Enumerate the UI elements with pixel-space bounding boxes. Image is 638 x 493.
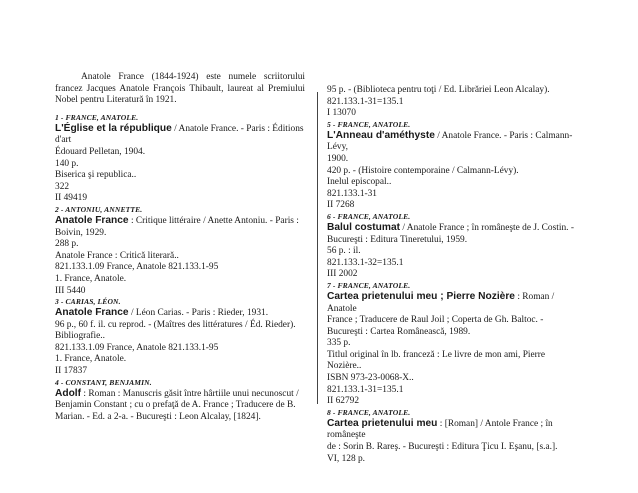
entry-title: L'Anneau d'améthyste [327, 129, 435, 141]
entry-title: Cartea prietenului meu [327, 417, 438, 429]
entry-line: Bucureşti : Editura Tineretului, 1959. [327, 234, 468, 245]
entry-title-line [55, 307, 305, 320]
entry-line: Anatole France : Critică literară.. [55, 250, 179, 261]
entry-line: VI, 128 p. [327, 453, 366, 464]
entry-title-line [55, 123, 305, 147]
catalog-entry-7 [327, 281, 581, 408]
entry-line: Titlul original în lb. franceză : Le livre de mon ami, Pierre [327, 349, 546, 360]
entry-line: 1. France, Anatole. [55, 273, 127, 284]
catalog-entry-5 [327, 120, 581, 212]
right-column [327, 85, 581, 465]
entry-line: Boivin, 1929. [55, 227, 107, 238]
entry-title-line [327, 222, 581, 235]
entry-header: 2 - ANTONIU, ANNETTE. [55, 204, 143, 214]
entry-title-line [327, 130, 581, 154]
entry-line: 56 p. : il. [327, 246, 361, 257]
entry-header: 5 - FRANCE, ANATOLE. [327, 119, 411, 129]
entry-line: 821.133.1-32=135.1 [327, 257, 404, 268]
entry-header: 7 - FRANCE, ANATOLE. [327, 280, 411, 290]
entry-line: Inelul episcopal.. [327, 177, 392, 188]
entry-title: Balul costumat [327, 221, 401, 233]
entry-line: 95 p. - (Biblioteca pentru toţi / Ed. Librăriei Leon Alcalay). [327, 85, 550, 95]
entry-line: II 49419 [55, 193, 88, 204]
entry-line: 140 p. [55, 158, 79, 169]
entry-line: 821.133.1-31 [327, 188, 377, 199]
entry-title: Anatole France [55, 214, 129, 226]
entry-line: II 17837 [55, 366, 88, 377]
entry-line: 821.133.1.09 France, Anatole 821.133.1-95 [55, 262, 219, 273]
entry-title-line [327, 418, 581, 442]
intro-paragraph: Anatole France (1844-1924) este numele scriitorului francez Jacques Anatole François Thibault, laureat al Premiului Nobel pentru Literatură în 1921. [55, 72, 305, 106]
entry-line: III 2002 [327, 269, 358, 280]
entry-line: France ; Traducere de Raul Joil ; Coperta de Gh. Baltoc. - [327, 315, 544, 326]
entry-line: Nozière.. [327, 361, 362, 372]
entry-line: II 62792 [327, 396, 360, 407]
entry-line: 821.133.1-31=135.1 [327, 96, 404, 107]
entry-line: 96 p., 60 f. il. cu reprod. - (Maîtres des littératures / Éd. Rieder). [55, 319, 296, 330]
entry-line: 335 p. [327, 338, 351, 349]
entry-line: ISBN 973-23-0068-X.. [327, 373, 414, 384]
entry-line: 821.133.1.09 France, Anatole 821.133.1-95 [55, 342, 219, 353]
catalog-entry-3 [55, 297, 305, 378]
entry-title-rest: : Roman / Anatole [327, 291, 555, 314]
catalog-entry-4 [55, 378, 305, 424]
entry-title-line [55, 215, 305, 228]
entry-header: 8 - FRANCE, ANATOLE. [327, 407, 411, 417]
column-divider [317, 92, 318, 404]
entry-header: 3 - CARIAS, LÉON. [55, 297, 121, 307]
entry-line: Bibliografie.. [55, 331, 105, 342]
entry-title-rest: : Critique littéraire / Anette Antoniu. - Paris : [128, 215, 299, 226]
entry-line: 322 [55, 181, 70, 192]
entry-header: 6 - FRANCE, ANATOLE. [327, 211, 411, 221]
catalog-entry-8 [327, 408, 581, 465]
entry-title: Adolf [55, 387, 82, 399]
entry-title: Cartea prietenului meu ; Pierre Nozière [327, 290, 515, 302]
catalog-entry-6 [327, 212, 581, 281]
entry-title-line [55, 388, 305, 424]
entry-line: Bucureşti : Cartea Românească, 1989. [327, 326, 471, 337]
catalog-entry-1 [55, 113, 305, 205]
entry-title-line [327, 291, 581, 315]
entry-title-rest: / Anatole France. - Paris : Calmann-Lévy, [327, 130, 573, 153]
entry-line: Biserica şi republica.. [55, 170, 137, 181]
entry-4-continuation [327, 85, 581, 120]
entry-line: 288 p. [55, 239, 79, 250]
entry-line: III 5440 [55, 285, 86, 296]
entry-title: L'Église et la république [55, 122, 172, 134]
entry-line: de : Sorin B. Rareş. - Bucureşti : Editura Ţicu I. Eşanu, [s.a.]. [327, 442, 558, 453]
entry-line: 420 p. - (Histoire contemporaine / Calmann-Lévy). [327, 165, 519, 176]
entry-title-rest: / Anatole France ; în româneşte de J. Costin. - [400, 222, 574, 233]
catalog-entry-2 [55, 205, 305, 297]
entry-title-rest: / Léon Carias. - Paris : Rieder, 1931. [128, 308, 269, 319]
entry-line: 821.133.1-31=135.1 [327, 384, 404, 395]
entry-header: 4 - CONSTANT, BENJAMIN. [55, 377, 152, 387]
entry-line: 1900. [327, 153, 349, 164]
entry-title-rest: / Anatole France. - Paris : Éditions d'art [55, 123, 304, 146]
entry-title: Anatole France [55, 307, 129, 319]
entry-title-rest: : Roman : Manuscris găsit între hârtiile unui necunoscut / Benjamin Constant ; cu o prefaţă de A. France ; Traducere de B. Marian. - Ed. a 2-a. - Bucureşti : Leon Alcalay, [1824]. [55, 388, 299, 422]
entry-line: II 7268 [327, 200, 355, 211]
left-column [55, 72, 305, 423]
entry-header: 1 - FRANCE, ANATOLE. [55, 112, 139, 122]
entry-line: 1. France, Anatole. [55, 354, 127, 365]
entry-title-rest: : [Roman] / Antole France ; în româneşte [327, 418, 553, 441]
entry-line: I 13070 [327, 108, 356, 119]
entry-line: Édouard Pelletan, 1904. [55, 146, 146, 157]
